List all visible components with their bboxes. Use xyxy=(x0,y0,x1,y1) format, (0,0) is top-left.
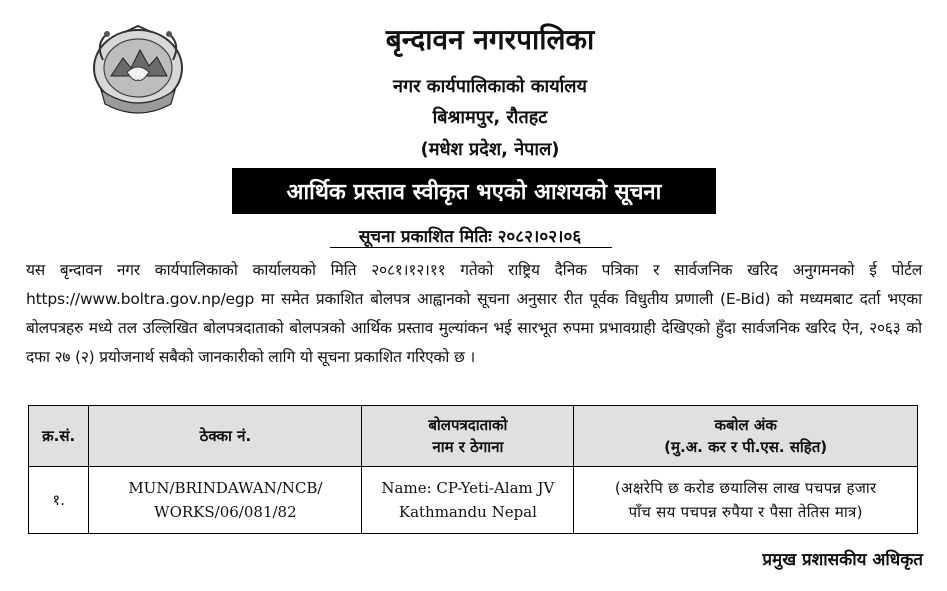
contract-line1: MUN/BRINDAWAN/NCB/ xyxy=(128,479,323,497)
header-amount xyxy=(574,406,918,467)
contract-line2: WORKS/06/081/82 xyxy=(154,503,297,521)
header-sn: क्र.सं. xyxy=(29,406,89,467)
table-header-row xyxy=(29,406,918,467)
cell-sn: १. xyxy=(29,467,89,534)
notice-title: आर्थिक प्रस्ताव स्वीकृत भएको आशयको सूचना xyxy=(286,180,662,205)
amount-line2: पाँच सय पचपन्न रुपैया र पैसा तेतिस मात्र) xyxy=(628,503,863,521)
table-row xyxy=(29,467,918,534)
header-amount-line2: (मु.अ. कर र पी.एस. सहित) xyxy=(664,438,828,456)
header-bidder-line1: बोलपत्रदाताको xyxy=(428,416,508,434)
municipality-title: बृन्दावन नगरपालिका xyxy=(385,23,595,56)
signature-title: प्रमुख प्रशासकीय अधिकृत xyxy=(762,550,923,570)
bidder-line1: Name: CP-Yeti-Alam JV xyxy=(381,479,555,497)
cell-amount xyxy=(574,467,918,534)
cell-contract-no xyxy=(89,467,362,534)
office-name: नगर कार्यपालिकाको कार्यालय xyxy=(393,76,587,97)
header-bidder xyxy=(362,406,574,467)
header-bidder-line2: नाम र ठेगाना xyxy=(432,438,504,456)
notice-body: यस बृन्दावन नगर कार्यपालिकाको कार्यालयको मिति २०८१।१२।११ गतेको राष्ट्रिय दैनिक पत्रिका र सार्वजनिक खरिद अनुगमनको ई पोर्टल https://www.boltra.gov.np/egp मा समेत प्रकाशित बोलपत्र आह्वानको सूचना अनुसार रीत पूर्वक विधुतीय प्रणाली (E-Bid) को मध्यमबाट दर्ता भएका बोलपत्रहरु मध्ये तल उल्लिखित बोलपत्रदाताको बोलपत्रको आर्थिक प्रस्ताव मुल्यांकन भई सारभूत रुपमा प्रभावग्राही देखिएको हुँदा सार्वजनिक खरिद ऐन, २०६३ को दफा २७ (२) प्रयोजनार्थ सबैको जानकारीको लागि यो सूचना प्रकाशित गरिएको छ । xyxy=(26,261,922,366)
province-name: (मधेश प्रदेश, नेपाल) xyxy=(420,139,560,160)
header-amount-line1: कबोल अंक xyxy=(714,416,777,434)
cell-bidder xyxy=(362,467,574,534)
amount-line1: (अक्षरेपि छ करोड छयालिस लाख पचपन्न हजार xyxy=(614,479,877,497)
bid-table xyxy=(28,405,918,534)
notice-title-banner xyxy=(232,168,716,214)
header-contract-no: ठेक्का नं. xyxy=(89,406,362,467)
published-date-underline xyxy=(330,247,612,248)
bidder-line2: Kathmandu Nepal xyxy=(398,503,537,521)
office-location: बिश्रामपुर, रौतहट xyxy=(432,107,548,128)
nepal-emblem-icon xyxy=(85,24,191,116)
published-date: सूचना प्रकाशित मितिः २०८२।०२।०६ xyxy=(358,227,582,247)
